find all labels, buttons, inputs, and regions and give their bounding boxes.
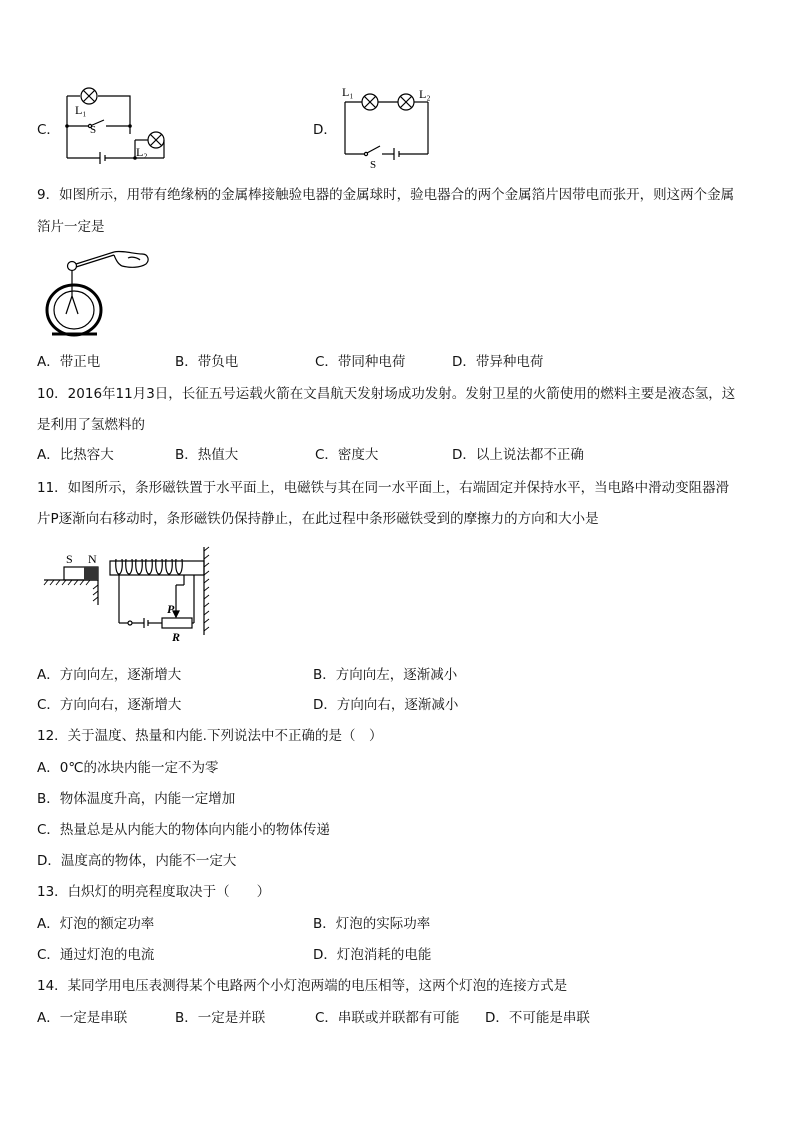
q10-stem-line2: 是利用了氢燃料的 — [37, 417, 145, 433]
q10-option-a: A．比热容大 — [37, 447, 114, 463]
q14-option-d: D．不可能是串联 — [485, 1010, 590, 1026]
q8-option-d-label: D． — [313, 122, 337, 138]
svg-text:L₁: L₁ — [75, 103, 87, 117]
q11-stem-line2: 片P逐渐向右移动时，条形磁铁仍保持静止，在此过程中条形磁铁受到的摩擦力的方向和大小是 — [37, 511, 599, 527]
q14-option-c: C．串联或并联都有可能 — [315, 1010, 460, 1026]
q9-option-c: C．带同种电荷 — [315, 354, 406, 370]
q14-option-a: A．一定是串联 — [37, 1010, 128, 1026]
q14-option-b: B．一定是并联 — [175, 1010, 266, 1026]
q11-option-c: C．方向向右，逐渐增大 — [37, 697, 182, 713]
q8-option-c-circuit — [60, 84, 170, 164]
q10-option-c: C．密度大 — [315, 447, 379, 463]
svg-text:S: S — [370, 159, 377, 171]
q10-option-d: D．以上说法都不正确 — [452, 447, 584, 463]
q12-stem: 12．关于温度、热量和内能.下列说法中不正确的是（ ） — [37, 728, 383, 744]
q13-option-b: B．灯泡的实际功率 — [313, 916, 431, 932]
q10-stem-line1: 10．2016年11月3日，长征五号运载火箭在文昌航天发射场成功发射。发射卫星的火箭使用的燃料主要是液态氢，这 — [37, 386, 736, 402]
q13-option-a: A．灯泡的额定功率 — [37, 916, 155, 932]
q9-option-a: A．带正电 — [37, 354, 101, 370]
q13-option-d: D．灯泡消耗的电能 — [313, 947, 432, 963]
svg-text:L₂: L₂ — [136, 145, 148, 159]
q12-option-c: C．热量总是从内能大的物体向内能小的物体传递 — [37, 822, 330, 838]
q9-electroscope-figure — [42, 250, 157, 342]
q9-option-b: B．带负电 — [175, 354, 239, 370]
q9-stem-line2: 箔片一定是 — [37, 219, 105, 235]
svg-text:N: N — [88, 552, 97, 566]
q8-option-c-label: C． — [37, 122, 60, 138]
q11-option-a: A．方向向左，逐渐增大 — [37, 667, 182, 683]
svg-text:S: S — [66, 552, 73, 566]
q11-option-b: B．方向向左，逐渐减小 — [313, 667, 458, 683]
q13-stem: 13．白炽灯的明亮程度取决于（ ） — [37, 884, 271, 900]
svg-text:L₁: L₁ — [342, 85, 354, 99]
q10-option-b: B．热值大 — [175, 447, 239, 463]
q9-stem-line1: 9．如图所示，用带有绝缘柄的金属棒接触验电器的金属球时，验电器合的两个金属箔片因带电而张开，则这两个金属 — [37, 187, 735, 203]
q12-option-a: A．0℃的冰块内能一定不为零 — [37, 760, 219, 776]
q11-stem-line1: 11．如图所示，条形磁铁置于水平面上，电磁铁与其在同一水平面上，右端固定并保持水平，当电路中滑动变阻器滑 — [37, 480, 730, 496]
q14-stem: 14．某同学用电压表测得某个电路两个小灯泡两端的电压相等，这两个灯泡的连接方式是 — [37, 978, 568, 994]
q11-option-d: D．方向向右，逐渐减小 — [313, 697, 459, 713]
svg-text:S: S — [90, 124, 97, 136]
q12-option-b: B．物体温度升高，内能一定增加 — [37, 791, 236, 807]
q12-option-d: D．温度高的物体，内能不一定大 — [37, 853, 237, 869]
svg-text:R: R — [172, 630, 181, 644]
q13-option-c: C．通过灯泡的电流 — [37, 947, 155, 963]
q11-electromagnet-figure — [44, 545, 219, 645]
svg-text:P: P — [167, 602, 175, 616]
q8-option-d-circuit — [336, 84, 441, 171]
svg-text:L₂: L₂ — [419, 87, 431, 101]
q9-option-d: D．带异种电荷 — [452, 354, 544, 370]
